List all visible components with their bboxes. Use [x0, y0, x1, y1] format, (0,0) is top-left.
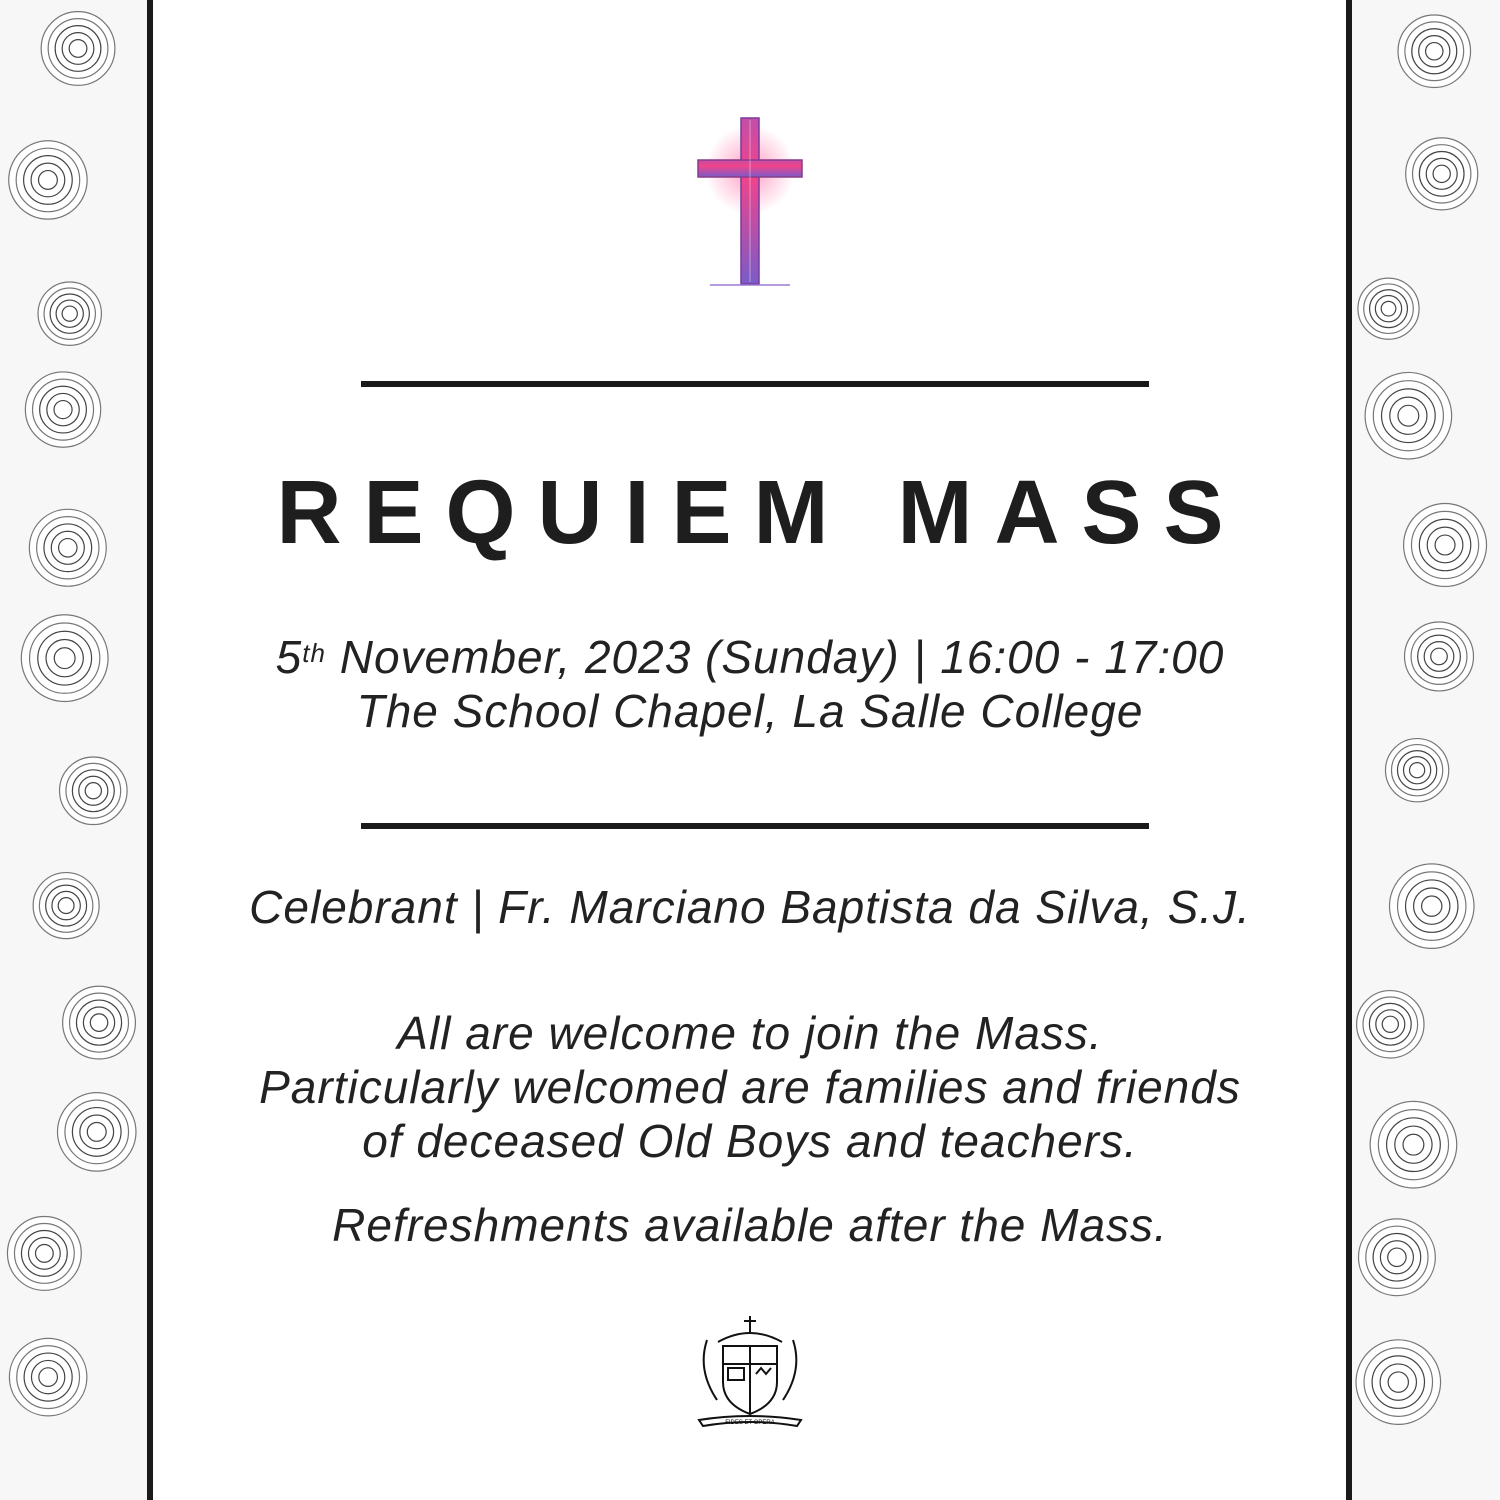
rose-border-left: [0, 0, 148, 1500]
venue: The School Chapel, La Salle College: [356, 685, 1144, 737]
rose-icon: [38, 282, 101, 345]
divider-top: [361, 381, 1149, 387]
celebrant: Celebrant | Fr. Marciano Baptista da Silva, S.J.: [249, 881, 1251, 933]
rose-icon: [1406, 138, 1478, 210]
rose-icon: [1365, 372, 1452, 459]
welcome-line-3: of deceased Old Boys and teachers.: [362, 1115, 1138, 1167]
divider-bottom: [361, 823, 1149, 829]
rose-icon: [25, 372, 100, 447]
border-line-left: [147, 0, 153, 1500]
date-rest: November, 2023 (Sunday) | 16:00 - 17:00: [325, 631, 1225, 683]
date-suffix: th: [302, 638, 326, 668]
rose-border-right: [1352, 0, 1500, 1500]
rose-icon: [9, 141, 87, 219]
school-crest-icon: [693, 1312, 807, 1434]
rose-icon: [1357, 991, 1424, 1058]
rose-icon: [1370, 1101, 1457, 1188]
cross-icon: [690, 110, 810, 290]
svg-text:FIDES ET OPERA: FIDES ET OPERA: [725, 1420, 775, 1426]
rose-icon: [21, 615, 108, 702]
date-day: 5: [275, 631, 303, 683]
rose-icon: [1398, 15, 1471, 88]
rose-icon: [7, 1216, 81, 1290]
rose-icon: [1385, 739, 1448, 802]
rose-icon: [60, 757, 128, 825]
rose-icon: [1405, 622, 1474, 691]
refreshments: Refreshments available after the Mass.: [332, 1199, 1168, 1251]
rose-icon: [57, 1093, 135, 1171]
welcome-line-1: All are welcome to join the Mass.: [397, 1007, 1103, 1059]
date-time: [160, 630, 1340, 684]
rose-icon: [41, 12, 115, 86]
welcome-line-2: Particularly welcomed are families and friends: [259, 1061, 1241, 1113]
rose-icon: [1358, 278, 1419, 339]
rose-icon: [9, 1338, 86, 1415]
rose-icon: [63, 986, 136, 1059]
rose-icon: [1356, 1340, 1441, 1425]
rose-icon: [1389, 864, 1474, 949]
rose-icon: [1359, 1219, 1436, 1296]
page-title: REQUIEM MASS: [276, 463, 1246, 563]
rose-icon: [33, 873, 99, 939]
